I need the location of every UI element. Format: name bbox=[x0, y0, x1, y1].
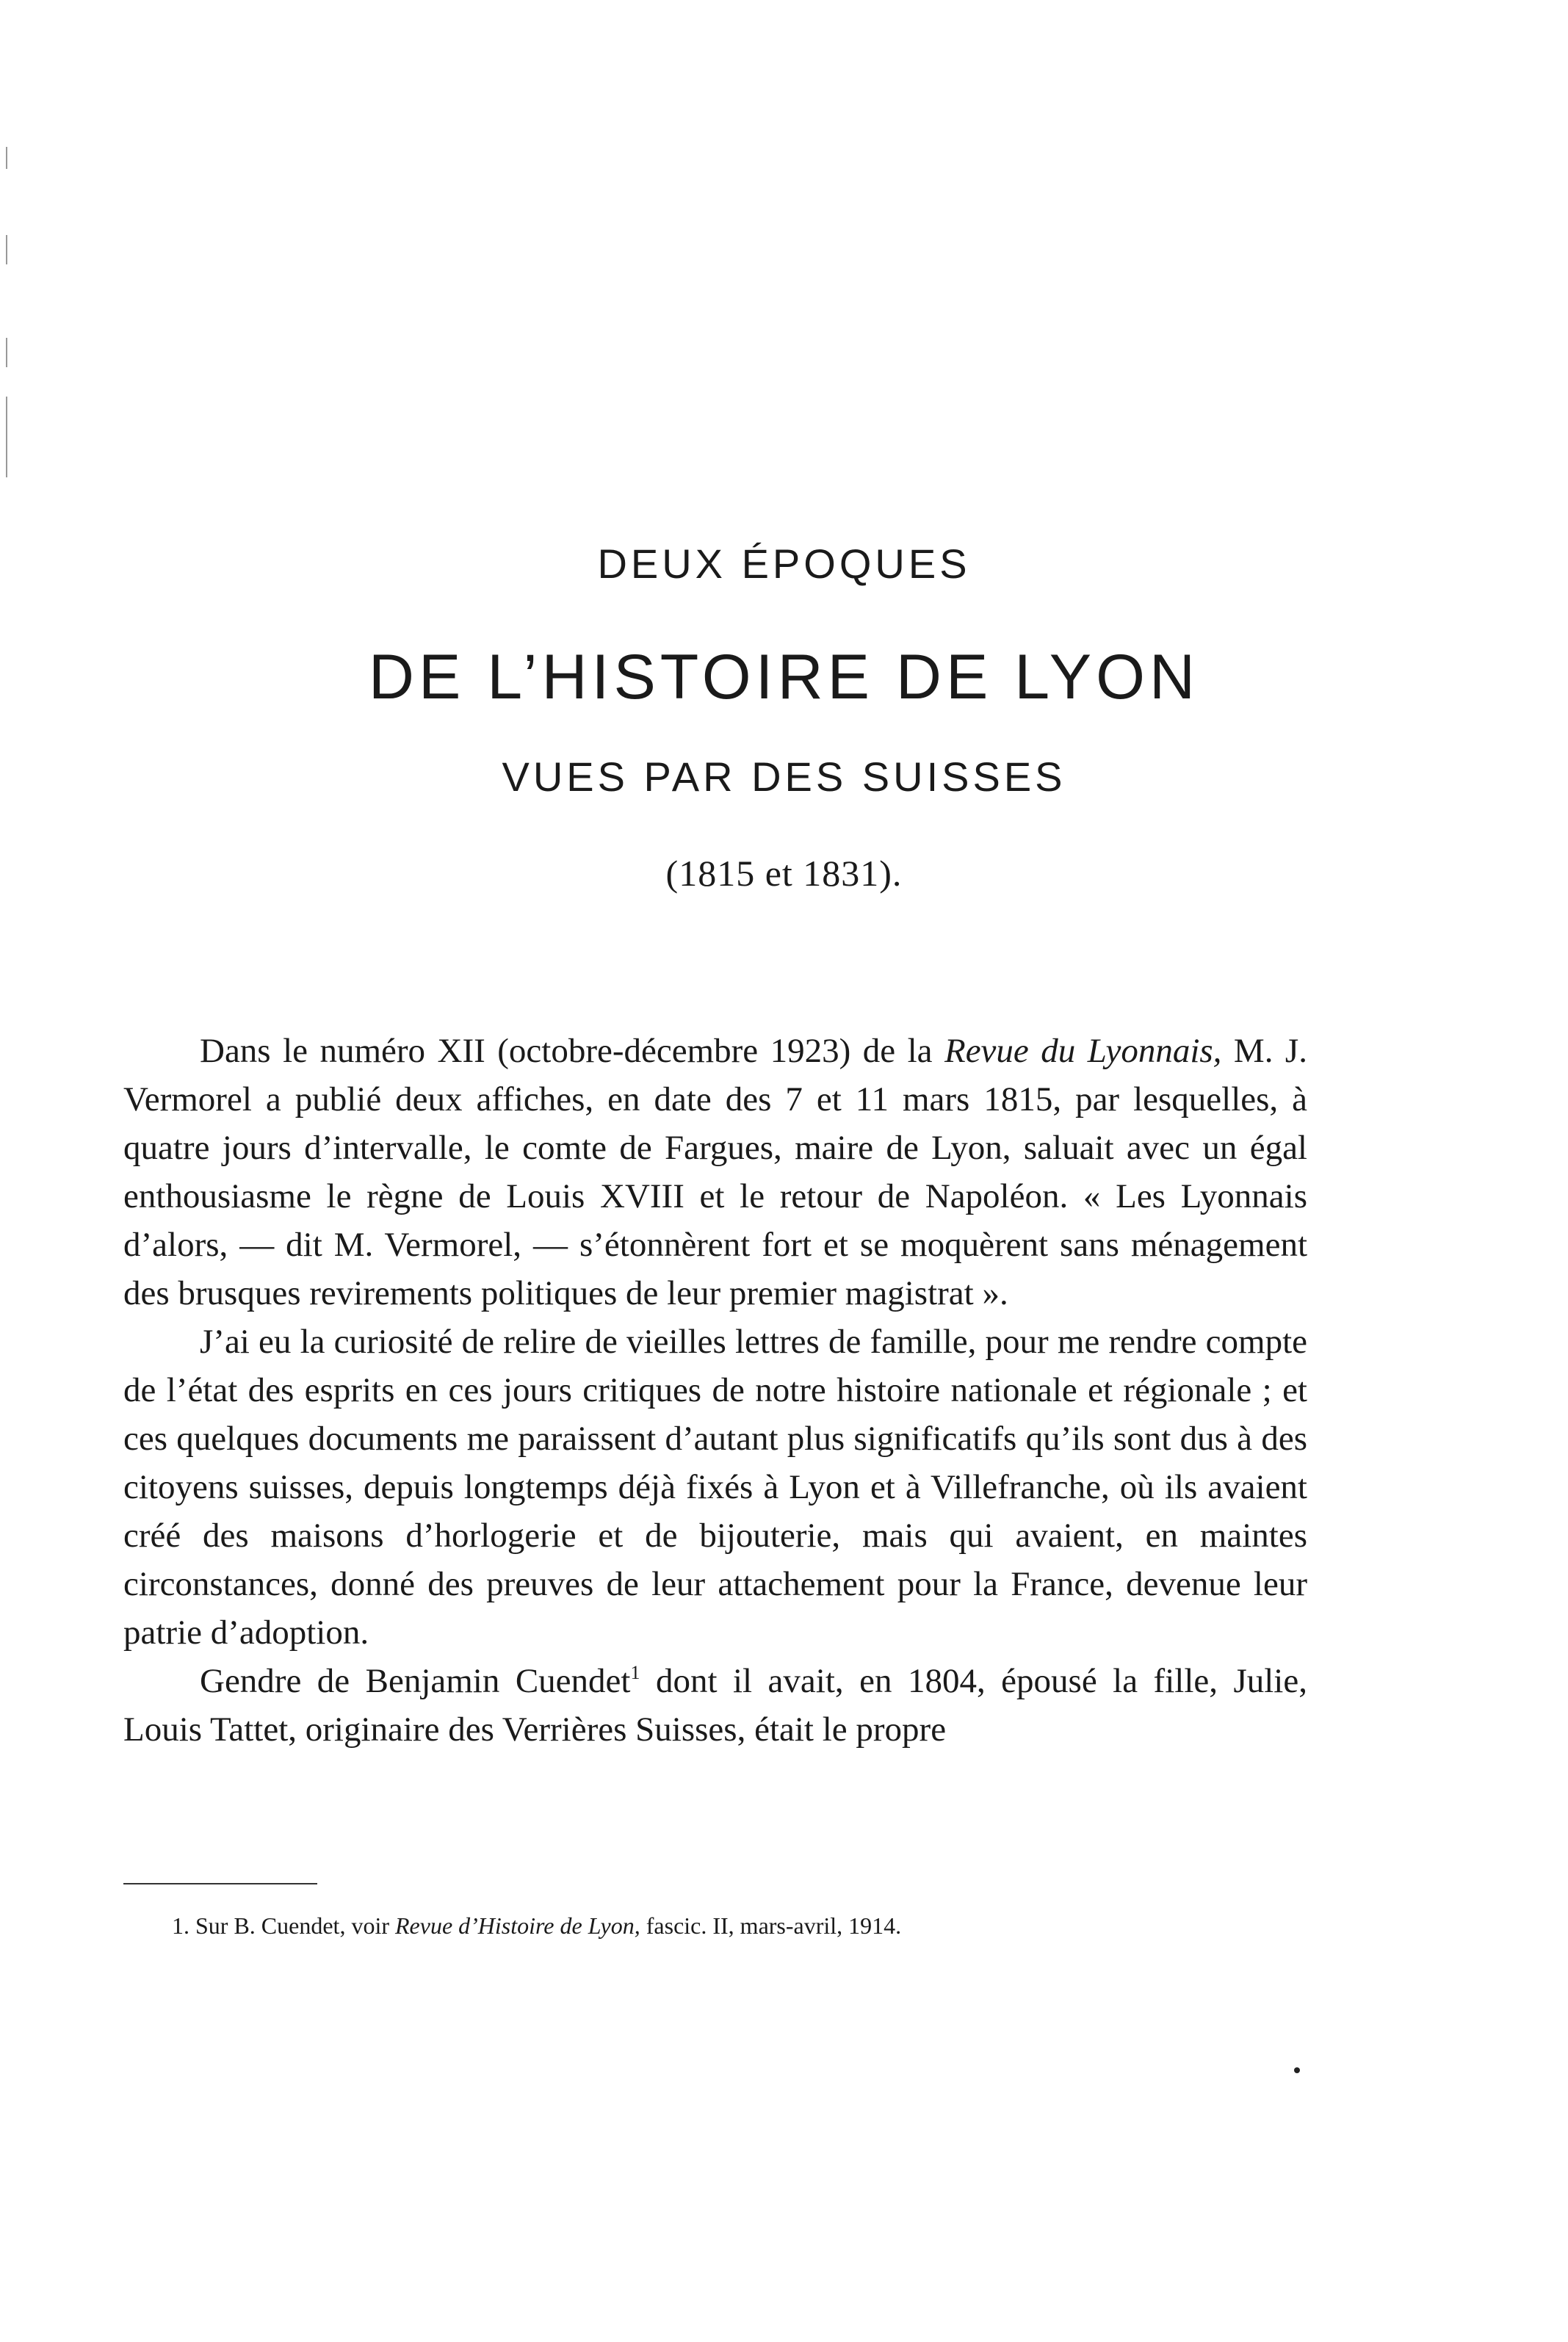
scan-margin-mark bbox=[6, 235, 7, 264]
scan-margin-mark bbox=[6, 397, 7, 477]
title-line-1: DEUX ÉPOQUES bbox=[597, 541, 971, 587]
footnote-text-a: Sur B. Cuendet, voir bbox=[189, 1912, 395, 1939]
paragraph-1-text-c: M. J. Vermorel a publié deux affiches, en date des 7 et 11 mars 1815, par lesquelles, à quatre jours d’intervalle, le comte de Fargues, maire de Lyon, saluait avec un égal enthousiasme le règne de Louis XVIII et le retour de Napoléon. « Les Lyonnais d’alors, — dit M. Vermorel, — s’étonnèrent fort et se moquèrent sans ménagement des brusques revirements politiques de leur premier magistrat ». bbox=[123, 1032, 1307, 1312]
paragraph-3-text-a: Gendre de Benjamin Cuendet bbox=[200, 1662, 631, 1700]
scan-margin-mark bbox=[6, 147, 7, 169]
ink-dot bbox=[1294, 2067, 1300, 2073]
footnote-number: 1. bbox=[172, 1912, 189, 1939]
footnote-journal-title: Revue d’Histoire de Lyon, bbox=[394, 1912, 640, 1939]
paragraph-1 bbox=[123, 1027, 1307, 1318]
footnote-divider bbox=[123, 1883, 317, 1884]
footnote-text-c: fascic. II, mars-avril, 1914. bbox=[640, 1912, 902, 1939]
footnote bbox=[172, 1909, 1303, 1942]
journal-title: Revue du Lyonnais, bbox=[944, 1032, 1222, 1070]
scan-margin-mark bbox=[6, 338, 7, 367]
paragraph-1-text-a: Dans le numéro XII (octobre-décembre 1923) de la bbox=[200, 1032, 944, 1070]
title-subtitle: VUES PAR DES SUISSES bbox=[502, 753, 1066, 800]
paragraph-2: J’ai eu la curiosité de relire de vieilles lettres de famille, pour me rendre compte de l’état des esprits en ces jours critiques de notre histoire nationale et régionale ; et ces quelques documents me paraissent d’autant plus significatifs qu’ils sont dus à des citoyens suisses, depuis longtemps déjà fixés à Lyon et à Villefranche, où ils avaient créé des maisons d’horlogerie et de bijouterie, mais qui avaient, en maintes circonstances, donné des preuves de leur attachement pour la France, devenue leur patrie d’adoption. bbox=[123, 1323, 1307, 1652]
paragraph-3-text-b: dont il avait, en 1804, épousé la fille, Julie, Louis Tattet, originaire des Verrières Suisses, était le propre bbox=[123, 1662, 1307, 1749]
body-text bbox=[123, 1027, 1307, 1754]
footnote-reference[interactable]: 1 bbox=[630, 1662, 640, 1683]
paragraph-3 bbox=[123, 1657, 1307, 1754]
main-title: DE L’HISTOIRE DE LYON bbox=[368, 642, 1200, 712]
title-dates: (1815 et 1831). bbox=[665, 853, 903, 894]
